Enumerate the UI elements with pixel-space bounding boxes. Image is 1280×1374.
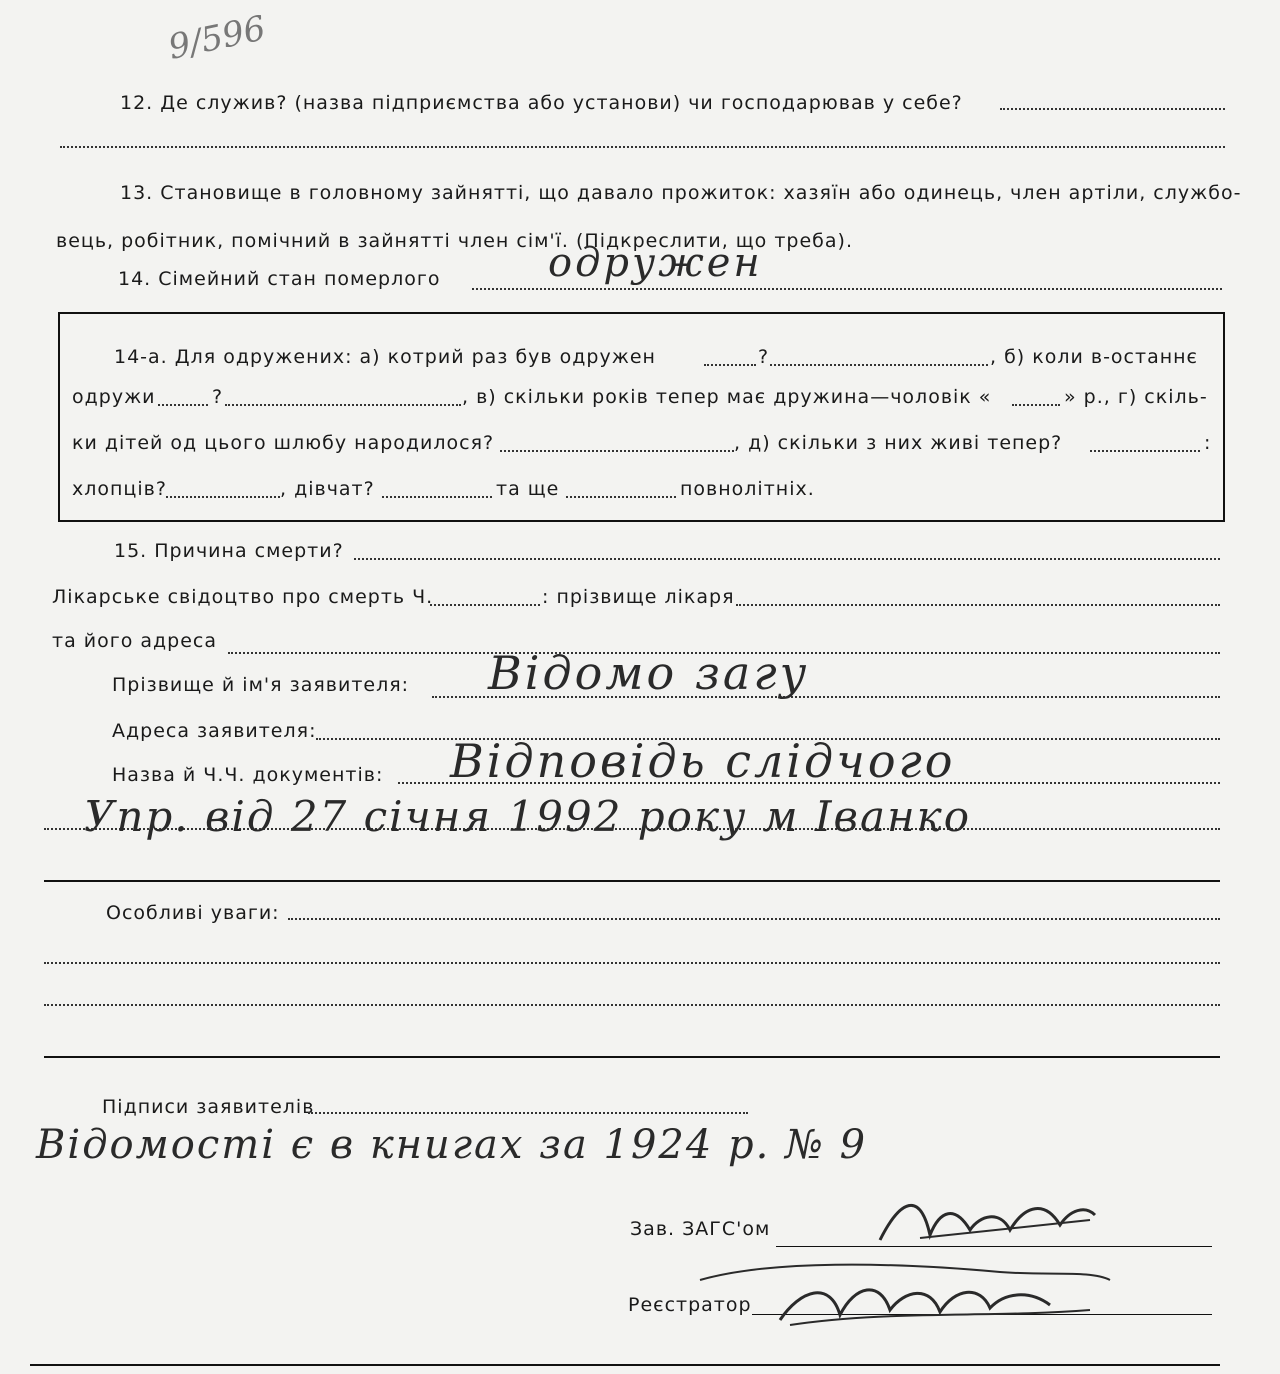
doctor-address-label: та його адреса — [52, 630, 217, 652]
q14a-dots — [158, 404, 208, 406]
q13-line-1: 13. Становище в головному зайнятті, що давало прожиток: хазяїн або одинець, член артіли, службо- — [120, 182, 1242, 204]
documents-label: Назва й Ч.Ч. документів: — [112, 764, 384, 786]
q15-answer-line — [354, 558, 1220, 560]
q14a-dots — [382, 496, 492, 498]
q14a-dots — [566, 496, 676, 498]
q14a-dots — [1090, 450, 1200, 452]
q14a-dots — [704, 364, 756, 366]
bottom-border — [30, 1364, 1220, 1366]
applicant-signatures-line — [308, 1112, 748, 1114]
q14a-line-3b: , д) скільки з них живі тепер? — [734, 432, 1063, 454]
registrar-signature — [690, 1250, 1130, 1340]
documents-handwritten-2: Упр. від 27 січня 1992 року м Іванко — [84, 792, 972, 841]
remarks-label: Особливі уваги: — [106, 902, 280, 924]
applicant-name-label: Прізвище й ім'я заявителя: — [112, 674, 410, 696]
remarks-line-1 — [288, 918, 1220, 920]
q14a-line-1a: 14-а. Для одружених: а) котрий раз був одружен — [114, 346, 656, 368]
q14-answer-line — [472, 288, 1222, 290]
q14a-line-2c: » р., г) скіль- — [1064, 386, 1208, 408]
remarks-line-2 — [44, 962, 1220, 964]
archive-handwritten-number: 9/596 — [164, 8, 270, 68]
q14-handwritten-answer: одружен — [548, 240, 763, 286]
q14a-dots — [225, 404, 461, 406]
q14a-q2: ? — [212, 386, 224, 408]
q12-answer-line — [1000, 108, 1225, 110]
section-divider-1 — [44, 880, 1220, 882]
doctor-name-label: : прізвище лікаря — [542, 586, 735, 608]
cert-number-line — [430, 604, 540, 606]
q13-line-2: вець, робітник, помічний в зайнятті член сім'ї. (Підкреслити, що треба). — [56, 230, 853, 252]
applicant-name-handwritten: Відомо загу — [488, 646, 810, 700]
q14a-q1: ? — [758, 346, 770, 368]
documents-handwritten-1: Відповідь слідчого — [450, 734, 956, 788]
applicant-signatures-label: Підписи заявителів — [102, 1096, 315, 1118]
q14a-line-2b: , в) скільки років тепер має дружина—чоловік « — [462, 386, 992, 408]
registrar-label: Реєстратор — [628, 1294, 752, 1316]
zags-head-label: Зав. ЗАГС'ом — [630, 1218, 771, 1240]
q14a-box — [58, 312, 1225, 522]
q14a-dots — [500, 450, 734, 452]
q14a-line-4c: та ще — [496, 478, 560, 500]
q15-label: 15. Причина смерти? — [114, 540, 344, 562]
zags-head-signature — [860, 1180, 1110, 1260]
q14a-line-1b: , б) коли в-останнє — [990, 346, 1198, 368]
section-divider-2 — [44, 1056, 1220, 1058]
q14a-line-4b: , дівчат? — [280, 478, 375, 500]
medical-cert-label: Лікарське свідоцтво про смерть Ч. — [52, 586, 434, 608]
q14a-line-3c: : — [1204, 432, 1212, 454]
remarks-line-3 — [44, 1004, 1220, 1006]
applicant-address-label: Адреса заявителя: — [112, 720, 317, 742]
q14a-dots — [166, 496, 280, 498]
q14a-line-4a: хлопців? — [72, 478, 167, 500]
q14a-dots — [1012, 404, 1060, 406]
signatures-handwritten-note: Відомості є в книгах за 1924 р. № 9 — [36, 1122, 868, 1168]
q14a-dots — [770, 364, 988, 366]
q12-label: 12. Де служив? (назва підприємства або установи) чи господарював у себе? — [120, 92, 963, 114]
q14a-line-2a: одружи — [72, 386, 156, 408]
q14a-line-4d: повнолітніх. — [680, 478, 815, 500]
q12-answer-line-2 — [60, 146, 1225, 148]
q14-label: 14. Сімейний стан померлого — [118, 268, 441, 290]
doctor-name-line — [736, 604, 1220, 606]
q14a-line-3a: ки дітей од цього шлюбу народилося? — [72, 432, 495, 454]
